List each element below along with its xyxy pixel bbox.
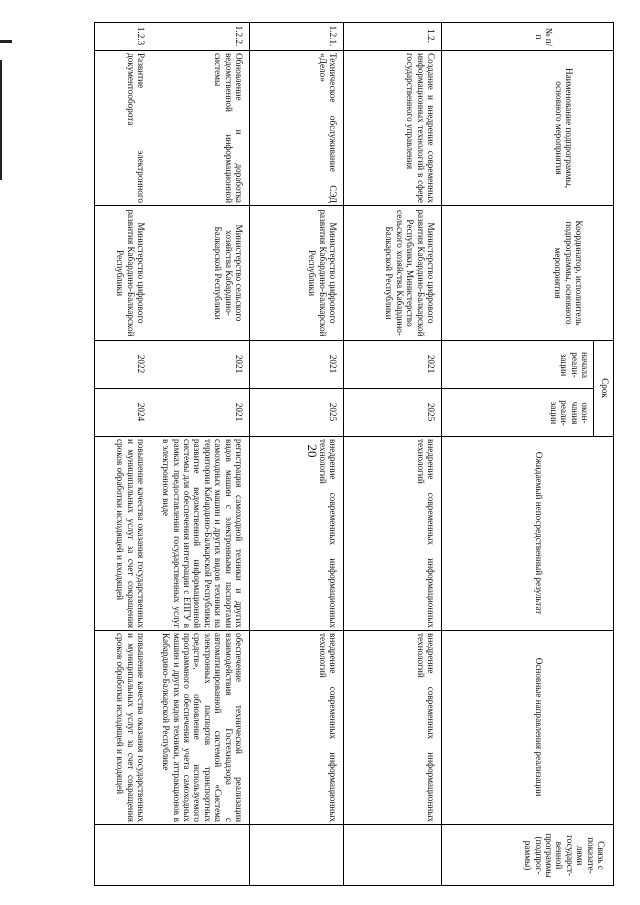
table-cell-end: 2024	[136, 402, 146, 422]
table-cell-link	[348, 827, 436, 883]
header-directions: Основные направления реализации	[534, 657, 544, 797]
header-term-end: окон-чания реали-зации	[548, 400, 590, 426]
header-result: Ожидаемый непосредственный результат	[534, 451, 544, 615]
page-number: 20	[305, 444, 320, 458]
table-cell-num: 1.2.2.	[234, 25, 244, 47]
table-cell-end: 2021	[234, 402, 244, 422]
table-cell-link	[98, 827, 146, 883]
table-cell-coord: Министерство сельского хозяйства Кабардино-Балкарской Республики	[213, 224, 244, 322]
table-cell-coord: Министерство цифрового развития Кабардино-Балкарской Республики	[307, 209, 338, 337]
table-cell-coord: Министерство цифрового развития Кабардино-Балкарской Республики, Министерство сельского хозяйства Кабардино-Балкарской Республики	[384, 209, 436, 337]
table-cell-name: Создание и внедрение современных информационных технологий в сфере государственного управления	[405, 53, 436, 203]
table-cell-directions: обеспечение технической реализации взаимодействия Гостехнадзора с автоматизированной системой «Система электронных паспортов транспортных средств», обновление используемого программного обеспечения учета самоходных машин и других видов техники, аттракционов в Кабардино-Балкарской Республике	[161, 633, 244, 822]
table-cell-result: внедрение современных информационных технологий	[415, 439, 436, 628]
header-num: № п/п	[533, 27, 554, 47]
table-cell-num: 1.2.3	[136, 26, 146, 46]
header-term-start: начала реали-зации	[559, 351, 590, 379]
scan-artifact	[0, 40, 12, 43]
table-cell-name: Развитие электронного документооборота	[125, 53, 146, 203]
table-cell-result: регистрация самоходной техники и других видов машин с электронными паспортами самоходных машин и других видов техники на территории Кабардино-Балкарской Республики; развитие ведомственной информационной системы для обеспечения интеграции с ЕПГУ в рамках предоставления государственных услуг в электронном виде	[161, 439, 244, 628]
table-cell-directions: повышение качества оказания государственных и муниципальных услуг за счет сокращения сроков обработки исходящей и входящей	[115, 633, 146, 822]
table-cell-end: 2025	[328, 402, 338, 422]
table-cell-num: 1.2.1.	[328, 25, 338, 47]
table-cell-name: Обновление и доработка ведомственной информационной системы	[213, 53, 244, 203]
table-cell-link	[254, 827, 338, 883]
table-cell-link	[150, 827, 244, 883]
header-name: Наименование подпрограммы, основного мероприятия	[553, 67, 574, 189]
table-cell-num: 1.2.	[426, 29, 436, 43]
table-cell-directions: внедрение современных информационных технологий	[415, 633, 436, 822]
header-term: Срок	[600, 378, 610, 398]
table-content	[92, 22, 614, 890]
table-cell-coord: Министерство цифрового развития Кабардино-Балкарской Республики	[115, 209, 146, 337]
table-cell-end: 2025	[426, 402, 436, 422]
table-cell-name: Техническое обслуживание СЭД «Дело»	[317, 53, 338, 203]
table-cell-start: 2021	[234, 354, 244, 374]
table-cell-start: 2022	[136, 354, 146, 374]
header-link: Связь с показате-лями государст-венной программы (подпрог-раммы)	[523, 833, 606, 878]
table-cell-directions: внедрение современных информационных технологий	[317, 633, 338, 822]
table-cell-start: 2021	[328, 354, 338, 374]
table-cell-result: повышение качества оказания государственных и муниципальных услуг за счет сокращения сроков обработки исходящей и входящей	[115, 439, 146, 628]
table-cell-start: 2021	[426, 354, 436, 374]
scan-artifact	[0, 60, 2, 180]
header-coordinator: Координатор, исполнитель подпрограммы, основного мероприятия	[553, 220, 584, 326]
table-cell-result: внедрение современных информационных технологий	[317, 439, 338, 628]
